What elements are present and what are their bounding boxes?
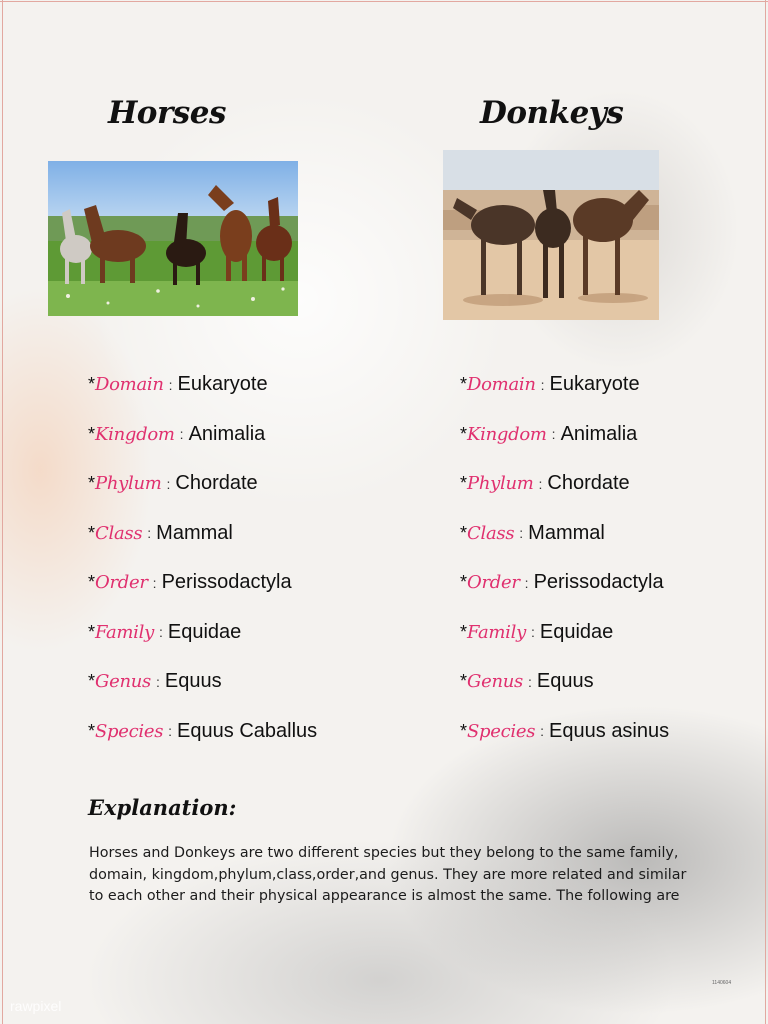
row-separator: : bbox=[158, 624, 163, 641]
donkeys-row-family bbox=[460, 608, 669, 658]
horses-row-order bbox=[88, 558, 317, 608]
row-label: Class bbox=[467, 522, 515, 544]
bullet-star: * bbox=[460, 720, 468, 741]
row-separator: : bbox=[530, 624, 535, 641]
row-value: Eukaryote bbox=[177, 373, 268, 396]
donkeys-row-order bbox=[460, 558, 669, 608]
horses-row-genus bbox=[88, 657, 317, 707]
bullet-star: * bbox=[460, 473, 468, 494]
row-separator: : bbox=[527, 673, 532, 690]
bullet-star: * bbox=[460, 423, 468, 444]
donkeys-row-domain bbox=[460, 360, 669, 410]
row-separator: : bbox=[540, 723, 545, 740]
page-border-right bbox=[765, 0, 766, 1024]
row-value: Equidae bbox=[167, 620, 242, 643]
horses-classification-list bbox=[88, 360, 317, 756]
horses-row-species bbox=[88, 707, 317, 757]
row-separator: : bbox=[147, 525, 152, 542]
row-value: Equidae bbox=[539, 620, 614, 643]
row-label: Domain bbox=[95, 374, 164, 396]
horses-photo bbox=[48, 161, 298, 316]
row-separator: : bbox=[551, 426, 556, 443]
row-value: Chordate bbox=[547, 472, 630, 495]
row-separator: : bbox=[540, 376, 545, 393]
bullet-star: * bbox=[460, 572, 468, 593]
donkeys-row-phylum bbox=[460, 459, 669, 509]
row-label: Phylum bbox=[95, 473, 162, 495]
row-label: Genus bbox=[95, 671, 151, 693]
bullet-star: * bbox=[460, 374, 468, 395]
row-label: Order bbox=[95, 572, 148, 594]
row-value: Animalia bbox=[560, 422, 638, 445]
donkeys-heading: Donkeys bbox=[480, 95, 624, 131]
horses-row-phylum bbox=[88, 459, 317, 509]
bullet-star: * bbox=[460, 671, 468, 692]
watermark: rawpixel bbox=[10, 998, 62, 1014]
row-value: Perissodactyla bbox=[161, 571, 292, 594]
page-border-top bbox=[0, 1, 768, 2]
row-value: Chordate bbox=[175, 472, 258, 495]
row-label: Genus bbox=[467, 671, 523, 693]
donkeys-row-class bbox=[460, 509, 669, 559]
row-label: Order bbox=[467, 572, 520, 594]
bullet-star: * bbox=[88, 374, 96, 395]
row-label: Kingdom bbox=[467, 423, 547, 445]
row-separator: : bbox=[524, 574, 529, 591]
row-label: Class bbox=[95, 522, 143, 544]
row-label: Phylum bbox=[467, 473, 534, 495]
bullet-star: * bbox=[88, 572, 96, 593]
row-value: Equus Caballus bbox=[177, 719, 318, 742]
row-separator: : bbox=[152, 574, 157, 591]
horses-row-family bbox=[88, 608, 317, 658]
page-border-left bbox=[2, 0, 3, 1024]
row-label: Kingdom bbox=[95, 423, 175, 445]
donkeys-classification-list bbox=[460, 360, 669, 756]
row-value: Equus asinus bbox=[549, 719, 670, 742]
bullet-star: * bbox=[88, 720, 96, 741]
horses-row-class bbox=[88, 509, 317, 559]
row-label: Species bbox=[95, 720, 164, 742]
row-separator: : bbox=[179, 426, 184, 443]
bullet-star: * bbox=[88, 473, 96, 494]
bullet-star: * bbox=[460, 621, 468, 642]
row-value: Perissodactyla bbox=[533, 571, 664, 594]
row-value: Equus bbox=[164, 670, 222, 693]
row-value: Animalia bbox=[188, 422, 266, 445]
donkeys-photo bbox=[443, 150, 659, 320]
bullet-star: * bbox=[460, 522, 468, 543]
explanation-title: Explanation: bbox=[88, 795, 237, 820]
row-value: Mammal bbox=[528, 521, 605, 544]
bullet-star: * bbox=[88, 423, 96, 444]
bullet-star: * bbox=[88, 621, 96, 642]
row-separator: : bbox=[168, 376, 173, 393]
row-separator: : bbox=[166, 475, 171, 492]
horses-row-kingdom bbox=[88, 410, 317, 460]
row-value: Equus bbox=[536, 670, 594, 693]
row-value: Mammal bbox=[156, 521, 233, 544]
row-label: Family bbox=[95, 621, 154, 643]
row-label: Domain bbox=[467, 374, 536, 396]
row-separator: : bbox=[519, 525, 524, 542]
horses-row-domain bbox=[88, 360, 317, 410]
donkeys-row-species bbox=[460, 707, 669, 757]
bullet-star: * bbox=[88, 671, 96, 692]
row-separator: : bbox=[155, 673, 160, 690]
horses-heading: Horses bbox=[108, 95, 226, 131]
row-separator: : bbox=[538, 475, 543, 492]
row-separator: : bbox=[168, 723, 173, 740]
donkeys-row-genus bbox=[460, 657, 669, 707]
row-label: Species bbox=[467, 720, 536, 742]
image-id: 1140604 bbox=[712, 980, 732, 986]
donkeys-row-kingdom bbox=[460, 410, 669, 460]
explanation-text: Horses and Donkeys are two different species but they belong to the same family, domain, kingdom,phylum,class,order,and genus. They are more related and similar to each other and their physical appearance is almost the same. The following are bbox=[89, 845, 687, 905]
row-label: Family bbox=[467, 621, 526, 643]
bullet-star: * bbox=[88, 522, 96, 543]
row-value: Eukaryote bbox=[549, 373, 640, 396]
